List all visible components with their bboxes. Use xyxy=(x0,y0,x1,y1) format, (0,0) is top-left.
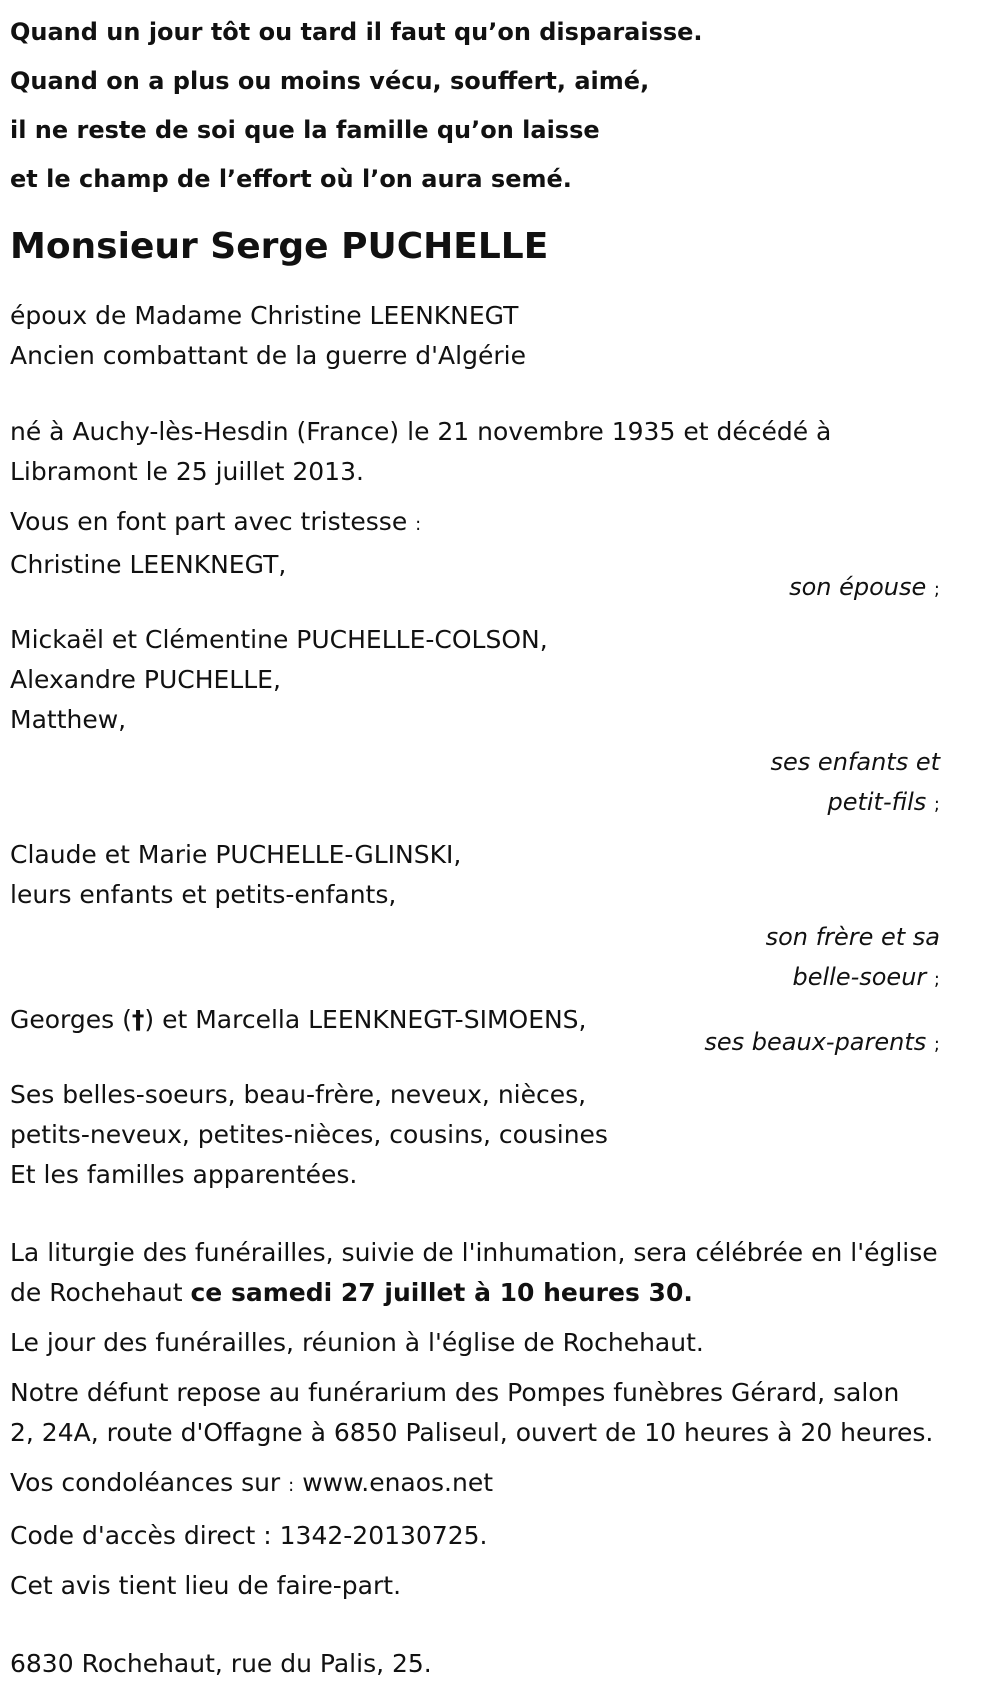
family-member: Alexandre PUCHELLE, xyxy=(10,665,281,694)
family-member: Matthew, xyxy=(10,705,127,734)
relation-semicolon: ; xyxy=(933,579,940,600)
announcement-intro-text: Vous en font part avec tristesse xyxy=(10,507,408,536)
relation-label: ses enfants et xyxy=(770,748,940,776)
poem-line: Quand un jour tôt ou tard il faut qu’on disparaisse. xyxy=(10,18,703,46)
address: 6830 Rochehaut, rue du Palis, 25. xyxy=(10,1649,432,1678)
poem xyxy=(10,0,990,204)
poem-line: et le champ de l’effort où l’on aura semé. xyxy=(10,165,572,193)
veteran-line: Ancien combattant de la guerre d'Algérie xyxy=(10,341,526,370)
deceased-details xyxy=(10,296,990,492)
relation-label xyxy=(10,957,990,1000)
member-text: Georges ( xyxy=(10,1005,132,1034)
access-code: Code d'accès direct : 1342-20130725. xyxy=(10,1521,488,1550)
extended-family-line: Ses belles-soeurs, beau-frère, neveux, nièces, xyxy=(10,1080,587,1109)
rest-line: 2, 24A, route d'Offagne à 6850 Paliseul, ouvert de 10 heures à 20 heures. xyxy=(10,1418,934,1447)
notice-line: Cet avis tient lieu de faire-part. xyxy=(10,1571,402,1600)
condolences-colon: : xyxy=(288,1475,295,1496)
family-member: Mickaël et Clémentine PUCHELLE-COLSON, xyxy=(10,625,548,654)
relation-text: son épouse xyxy=(789,573,927,601)
family-member: Christine LEENKNEGT, xyxy=(10,550,287,579)
condolences-line xyxy=(10,1463,990,1506)
extended-family-line: Et les familles apparentées. xyxy=(10,1160,358,1189)
liturgy-datetime: ce samedi 27 juillet à 10 heures 30. xyxy=(190,1278,693,1307)
family-group-in-laws xyxy=(10,1000,990,1065)
relation-text: ses beaux-parents xyxy=(704,1028,927,1056)
cross-icon: † xyxy=(131,1005,145,1034)
announcement-intro xyxy=(10,502,990,545)
relation-semicolon: ; xyxy=(933,794,940,815)
liturgy-line: La liturgie des funérailles, suivie de l'inhumation, sera célébrée en l'église xyxy=(10,1238,938,1267)
relation-label xyxy=(10,782,990,825)
liturgy-place: de Rochehaut xyxy=(10,1278,183,1307)
relation-semicolon: ; xyxy=(933,969,940,990)
liturgy-line xyxy=(10,1273,990,1313)
poem-line: Quand on a plus ou moins vécu, souffert, aimé, xyxy=(10,67,650,95)
family-member: Claude et Marie PUCHELLE-GLINSKI, xyxy=(10,840,462,869)
family-group-children xyxy=(10,620,990,825)
poem-line: il ne reste de soi que la famille qu’on laisse xyxy=(10,116,600,144)
member-text: ) et Marcella LEENKNEGT-SIMOENS, xyxy=(144,1005,587,1034)
spouse-line: époux de Madame Christine LEENKNEGT xyxy=(10,301,519,330)
relation-text: petit-fils xyxy=(827,788,927,816)
condolences-label: Vos condoléances sur xyxy=(10,1468,281,1497)
rest-line: Notre défunt repose au funérarium des Pompes funèbres Gérard, salon xyxy=(10,1378,900,1407)
meeting-line: Le jour des funérailles, réunion à l'église de Rochehaut. xyxy=(10,1328,704,1357)
extended-family xyxy=(10,1075,990,1195)
birth-death-line-1: né à Auchy-lès-Hesdin (France) le 21 novembre 1935 et décédé à xyxy=(10,417,832,446)
family-group-sibling xyxy=(10,835,990,1000)
relation-semicolon: ; xyxy=(933,1034,940,1055)
deceased-name: Monsieur Serge PUCHELLE xyxy=(10,226,549,267)
family-member: leurs enfants et petits-enfants, xyxy=(10,880,397,909)
relation-label: son frère et sa xyxy=(765,923,940,951)
condolences-link[interactable]: www.enaos.net xyxy=(302,1468,494,1497)
family-group-spouse xyxy=(10,545,990,610)
announcement-intro-colon: : xyxy=(415,514,422,535)
birth-death-line-2: Libramont le 25 juillet 2013. xyxy=(10,457,364,486)
family-announcement xyxy=(10,502,990,1195)
funeral-details xyxy=(10,1233,990,1606)
relation-text: belle-soeur xyxy=(792,963,927,991)
extended-family-line: petits-neveux, petites-nièces, cousins, cousines xyxy=(10,1120,608,1149)
